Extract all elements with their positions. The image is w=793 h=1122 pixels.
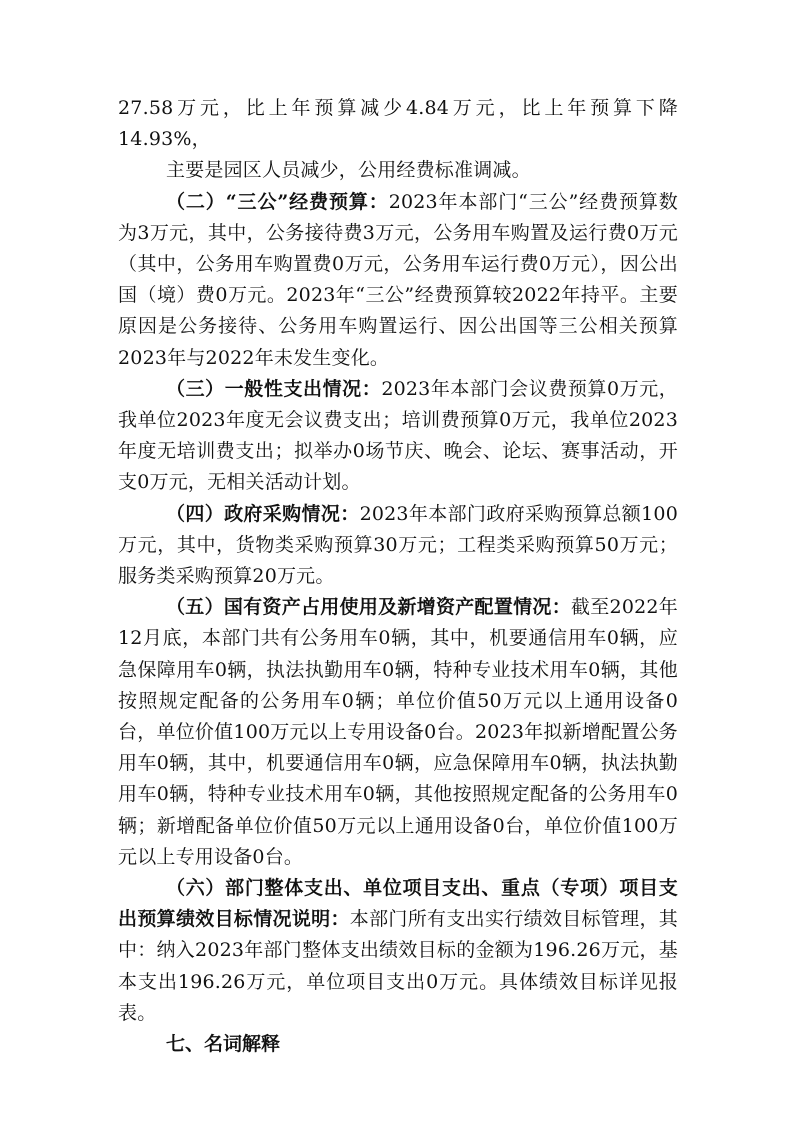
paragraph-performance-targets [118, 873, 678, 1029]
paragraph-heading: （三）一般性支出情况： [166, 377, 382, 400]
paragraph-government-procurement [118, 499, 678, 593]
paragraph-heading: （六）部门整体支出、单位项目支出、重点（专项）项目支出预算绩效目标情况说明： [118, 877, 678, 931]
paragraph-text: 2023年本部门政府采购预算总额100万元，其中，货物类采购预算30万元；工程类采购预算50万元；服务类采购预算20万元。 [118, 502, 678, 588]
paragraph-state-assets [118, 592, 678, 873]
document-page [118, 93, 678, 1060]
paragraph-heading: （二）“三公”经费预算： [166, 190, 389, 213]
paragraph-heading: （四）政府采购情况： [166, 502, 360, 525]
paragraph-budget-change [118, 93, 678, 155]
paragraph-text: 本部门所有支出实行绩效目标管理，其中：纳入2023年部门整体支出绩效目标的金额为196.26万元，基本支出196.26万元，单位项目支出0万元。具体绩效目标详见报表。 [118, 908, 679, 1024]
paragraph-text: 主要是园区人员减少，公用经费标准调减。 [166, 159, 531, 182]
paragraph-three-public-expenses [118, 187, 678, 374]
paragraph-general-expenditure [118, 374, 678, 499]
paragraph-text: 27.58万元，比上年预算减少4.84万元，比上年预算下降14.93%， [118, 97, 678, 151]
paragraph-text: 2023年本部门会议费预算0万元，我单位2023年度无会议费支出；培训费预算0万元，我单位2023年度无培训费支出；拟举办0场节庆、晚会、论坛、赛事活动，开支0万元，无相关活动计划。 [118, 377, 679, 494]
paragraph-text: 截至2022年12月底，本部门共有公务用车0辆，其中，机要通信用车0辆，应急保障用车0辆，执法执勤用车0辆，特种专业技术用车0辆，其他按照规定配备的公务用车0辆；单位价值50万元以上通用设备0台，单位价值100万元以上专用设备0台。2023年拟新增配置公务用车0辆，其中，机要通信用车0辆，应急保障用车0辆，执法执勤用车0辆，特种专业技术用车0辆，其他按照规定配备的公务用车0辆；新增配备单位价值50万元以上通用设备0台，单位价值100万元以上专用设备0台。 [118, 596, 678, 868]
paragraph-text: 2023年本部门“三公”经费预算数为3万元，其中，公务接待费3万元，公务用车购置及运行费0万元（其中，公务用车购置费0万元，公务用车运行费0万元），因公出国（境）费0万元。2023年“三公”经费预算较2022年持平。主要原因是公务接待、公务用车购置运行、因公出国等三公相关预算2023年与2022年未发生变化。 [118, 190, 678, 369]
paragraph-reason [118, 155, 678, 186]
section-heading-glossary: 七、名词解释 [166, 1033, 281, 1056]
paragraph-heading: （五）国有资产占用使用及新增资产配置情况： [166, 596, 571, 619]
